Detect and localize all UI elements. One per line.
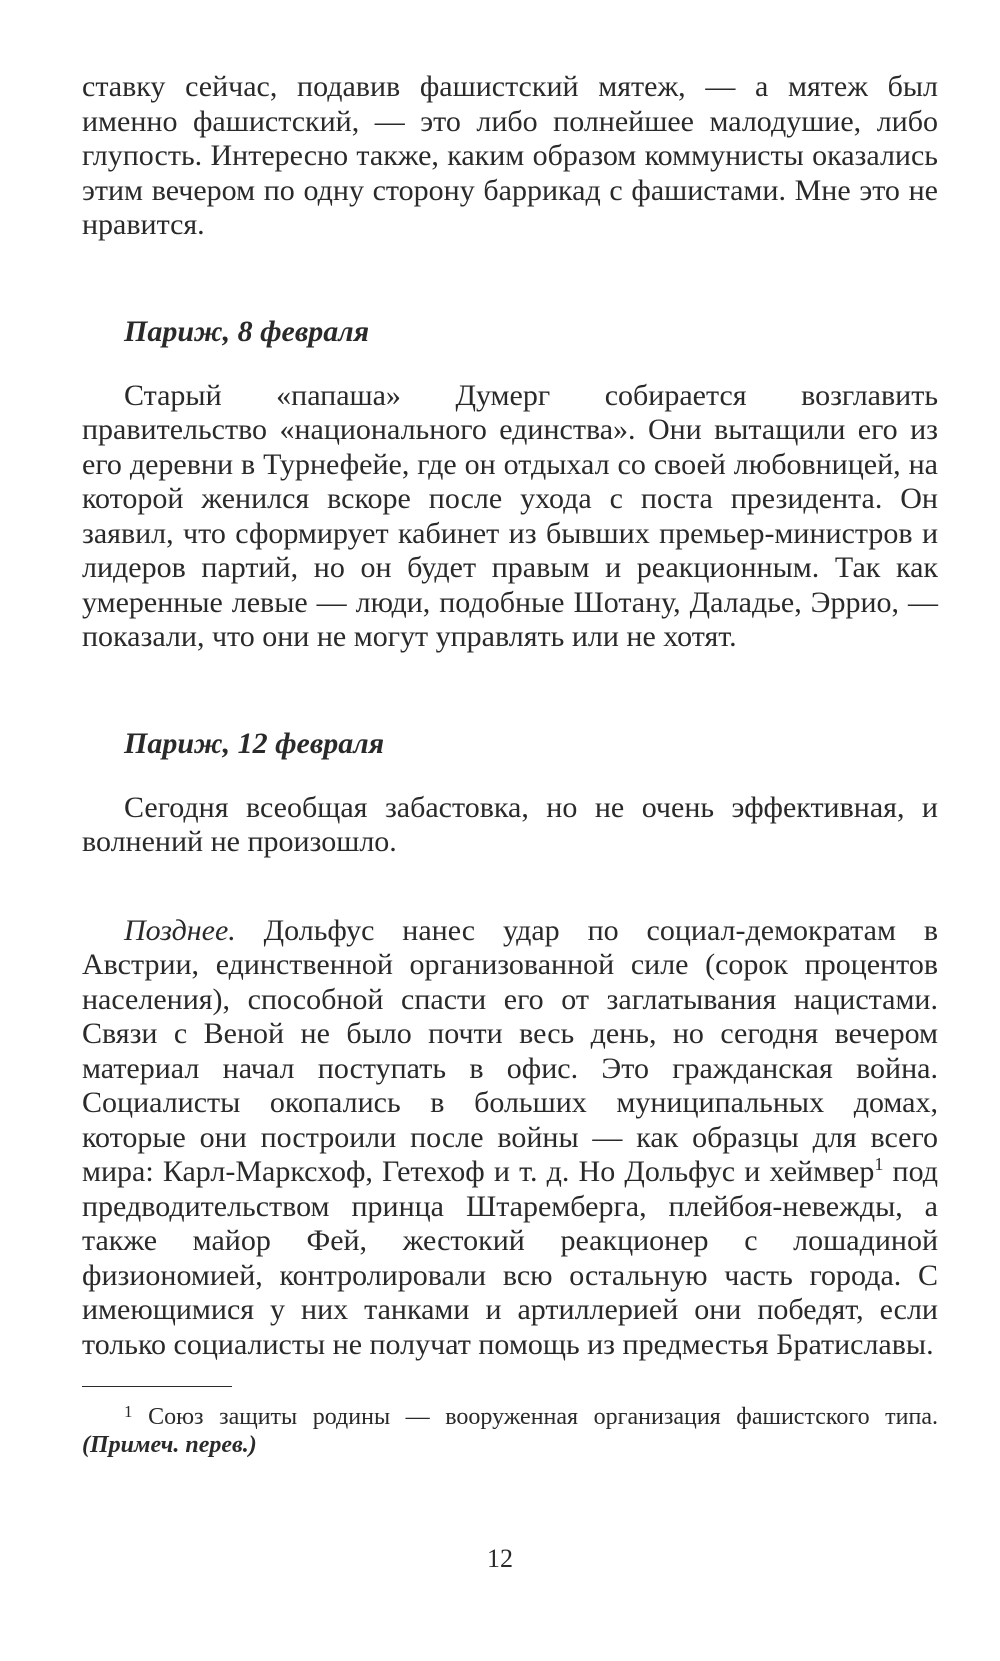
- date-heading-feb-8: Париж, 8 февраля: [124, 314, 370, 348]
- footnote-number: 1: [124, 1402, 133, 1421]
- opening-paragraph: ставку сейчас, подавив фашистский мятеж, — а мятеж был именно фашистский, — это либо полнейшее малодушие, либо глупость. Интересно также, каким образом коммунисты оказались этим вечером по одну сторону баррикад с фашистами. Мне это не нравится.: [82, 70, 938, 241]
- later-paragraph: [82, 914, 938, 1363]
- footnote-reference: 1: [874, 1154, 884, 1174]
- later-text-part-2: под предводительством принца Штаремберга, плейбоя-невежды, а также майор Фей, жестокий реакционер с лошадиной физиономией, контролировали всю остальную часть города. С имеющимися у них танками и артиллерией они победят, если только социалисты не получат помощь из предместья Братиславы.: [82, 1155, 938, 1361]
- later-text-part-1: Дольфус нанес удар по социал-демократам в Австрии, единственной организованной силе (сорок процентов населения), способной спасти его от заглатывания нацистами. Связи с Веной не было почти весь день, но сегодня вечером материал начал поступать в офис. Это гражданская война. Социалисты окопались в больших муниципальных домах, которые они построили после войны — как образцы для всего мира: Карл-Марксхоф, Гетехоф и т. д. Но Дольфус и хеймвер: [82, 913, 938, 1188]
- page-number: 12: [487, 1544, 513, 1573]
- entry-paragraph-feb-8: Старый «папаша» Думерг собирается возглавить правительство «национального единства». Они вытащили его из его деревни в Турнефейе, где он отдыхал со своей любовницей, на которой женился вскоре после ухода с поста президента. Он заявил, что сформирует кабинет из бывших премьер-министров и лидеров партий, но он будет правым и реакционным. Так как умеренные левые — люди, подобные Шотану, Даладье, Эррио, — показали, что они не могут управлять или не хотят.: [82, 378, 938, 653]
- entry-paragraph-feb-12: Сегодня всеобщая забастовка, но не очень эффективная, и волнений не произошло.: [82, 790, 938, 858]
- date-heading-feb-12: Париж, 12 февраля: [124, 726, 385, 760]
- footnote-text: Союз защиты родины — вооруженная организация фашистского типа.: [132, 1404, 938, 1430]
- book-page: [82, 70, 938, 1459]
- later-lead: Позднее.: [124, 913, 236, 947]
- footnote-translator-note: (Примеч. перев.): [82, 1432, 257, 1458]
- footnote: [82, 1403, 938, 1459]
